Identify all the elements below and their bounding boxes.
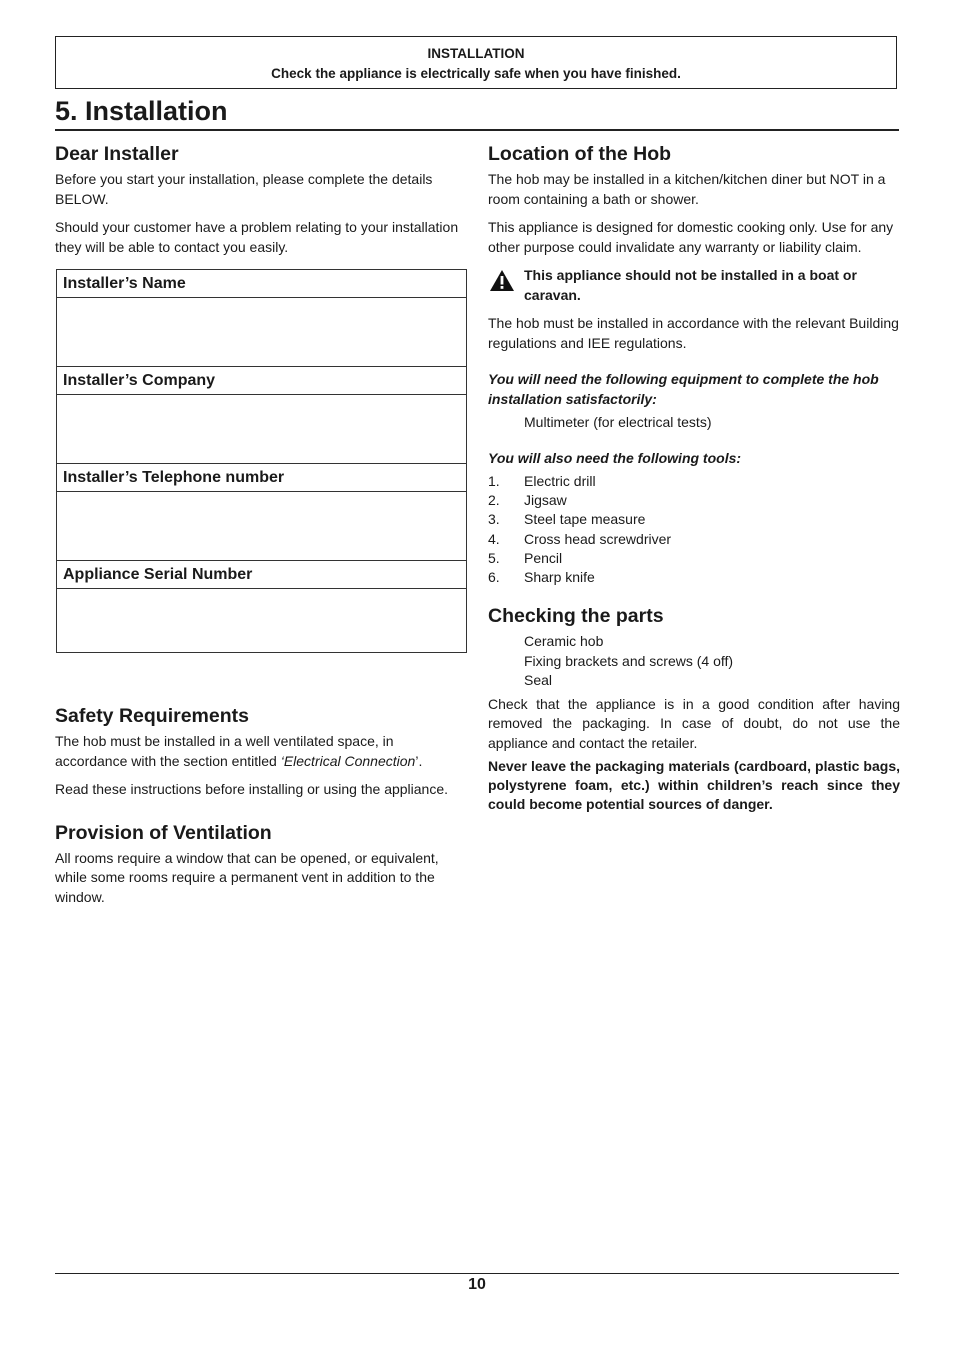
list-item: Ceramic hob (524, 633, 604, 650)
safety-heading: Safety Requirements (55, 705, 249, 727)
boat-caravan-warning (488, 266, 900, 305)
location-para-1: The hob may be installed in a kitchen/kitchen diner but NOT in a room containing a bath or shower. (488, 171, 886, 207)
parts-list (488, 632, 900, 691)
list-number: 5. (488, 549, 500, 566)
list-number: 2. (488, 492, 500, 509)
list-text: Pencil (524, 549, 563, 566)
tools-intro: You will also need the following tools: (488, 449, 742, 466)
dear-installer-para-1: Before you start your installation, please complete the details BELOW. (55, 171, 433, 207)
left-column (55, 141, 467, 916)
footer-divider (55, 1273, 899, 1274)
safety-para-1 (55, 732, 467, 771)
electrical-connection-ref: ‘Electrical Connection (280, 752, 416, 769)
installer-company-label: Installer’s Company (57, 367, 466, 395)
serial-number-field[interactable] (57, 589, 466, 652)
installer-phone-field[interactable] (57, 492, 466, 561)
chapter-title: 5. Installation (55, 93, 899, 131)
list-text: Sharp knife (524, 569, 595, 586)
warning-triangle-icon (489, 269, 515, 292)
list-number: 1. (488, 473, 500, 489)
list-item: Seal (524, 672, 553, 689)
list-item (488, 530, 900, 549)
location-heading: Location of the Hob (488, 143, 672, 165)
dear-installer-heading: Dear Installer (55, 143, 179, 165)
banner-title: INSTALLATION (427, 46, 525, 61)
installer-company-field[interactable] (57, 395, 466, 464)
safety-para-1-end: ’. (415, 752, 423, 769)
list-item: Fixing brackets and screws (4 off) (524, 652, 734, 669)
installer-details-form (56, 269, 467, 653)
list-number: 3. (488, 511, 500, 528)
list-item (488, 549, 900, 568)
location-para-3: The hob must be installed in accordance with the relevant Building regulations and IEE regulations. (488, 315, 899, 351)
equipment-item: Multimeter (for electrical tests) (524, 414, 712, 430)
banner-subtitle: Check the appliance is electrically safe when you have finished. (271, 66, 681, 81)
installation-banner (55, 36, 897, 89)
location-para-2: This appliance is designed for domestic cooking only. Use for any other purpose could invalidate any warranty or liability claim. (488, 219, 894, 255)
right-column (488, 141, 900, 814)
ventilation-para: All rooms require a window that can be opened, or equivalent, while some rooms require a permanent vent in addition to the window. (55, 849, 439, 905)
list-item (488, 510, 900, 529)
list-text: Electric drill (524, 473, 596, 489)
installer-name-label: Installer’s Name (57, 270, 466, 298)
list-text: Cross head screwdriver (524, 530, 672, 547)
list-text: Steel tape measure (524, 511, 646, 528)
page-number: 10 (468, 1276, 486, 1293)
safety-para-1-text: The hob must be installed in a well ventilated space, in accordance with the section entitled (55, 733, 394, 769)
packaging-danger-note: Never leave the packaging materials (cardboard, plastic bags, polystyrene foam, etc.) within children’s reach since they could become potential sources of danger. (488, 758, 900, 813)
parts-para: Check that the appliance is in a good condition after having removed the packaging. In case of doubt, do not use the appliance and contact the retailer. (488, 695, 900, 751)
list-item (488, 568, 900, 587)
list-number: 4. (488, 530, 500, 547)
warning-text: This appliance should not be installed in a boat or caravan. (524, 267, 857, 303)
list-number: 6. (488, 569, 500, 586)
dear-installer-para-2: Should your customer have a problem relating to your installation they will be able to contact you easily. (55, 219, 459, 255)
installer-name-field[interactable] (57, 298, 466, 367)
equipment-intro: You will need the following equipment to complete the hob installation satisfactorily: (488, 371, 879, 407)
safety-para-2: Read these instructions before installing or using the appliance. (55, 781, 449, 797)
tools-list (488, 472, 900, 587)
parts-heading: Checking the parts (488, 605, 664, 628)
list-item (488, 491, 900, 510)
serial-number-label: Appliance Serial Number (57, 561, 466, 589)
ventilation-heading: Provision of Ventilation (55, 821, 272, 844)
list-text: Jigsaw (524, 492, 567, 509)
installer-phone-label: Installer’s Telephone number (57, 464, 466, 492)
list-item (488, 472, 900, 491)
